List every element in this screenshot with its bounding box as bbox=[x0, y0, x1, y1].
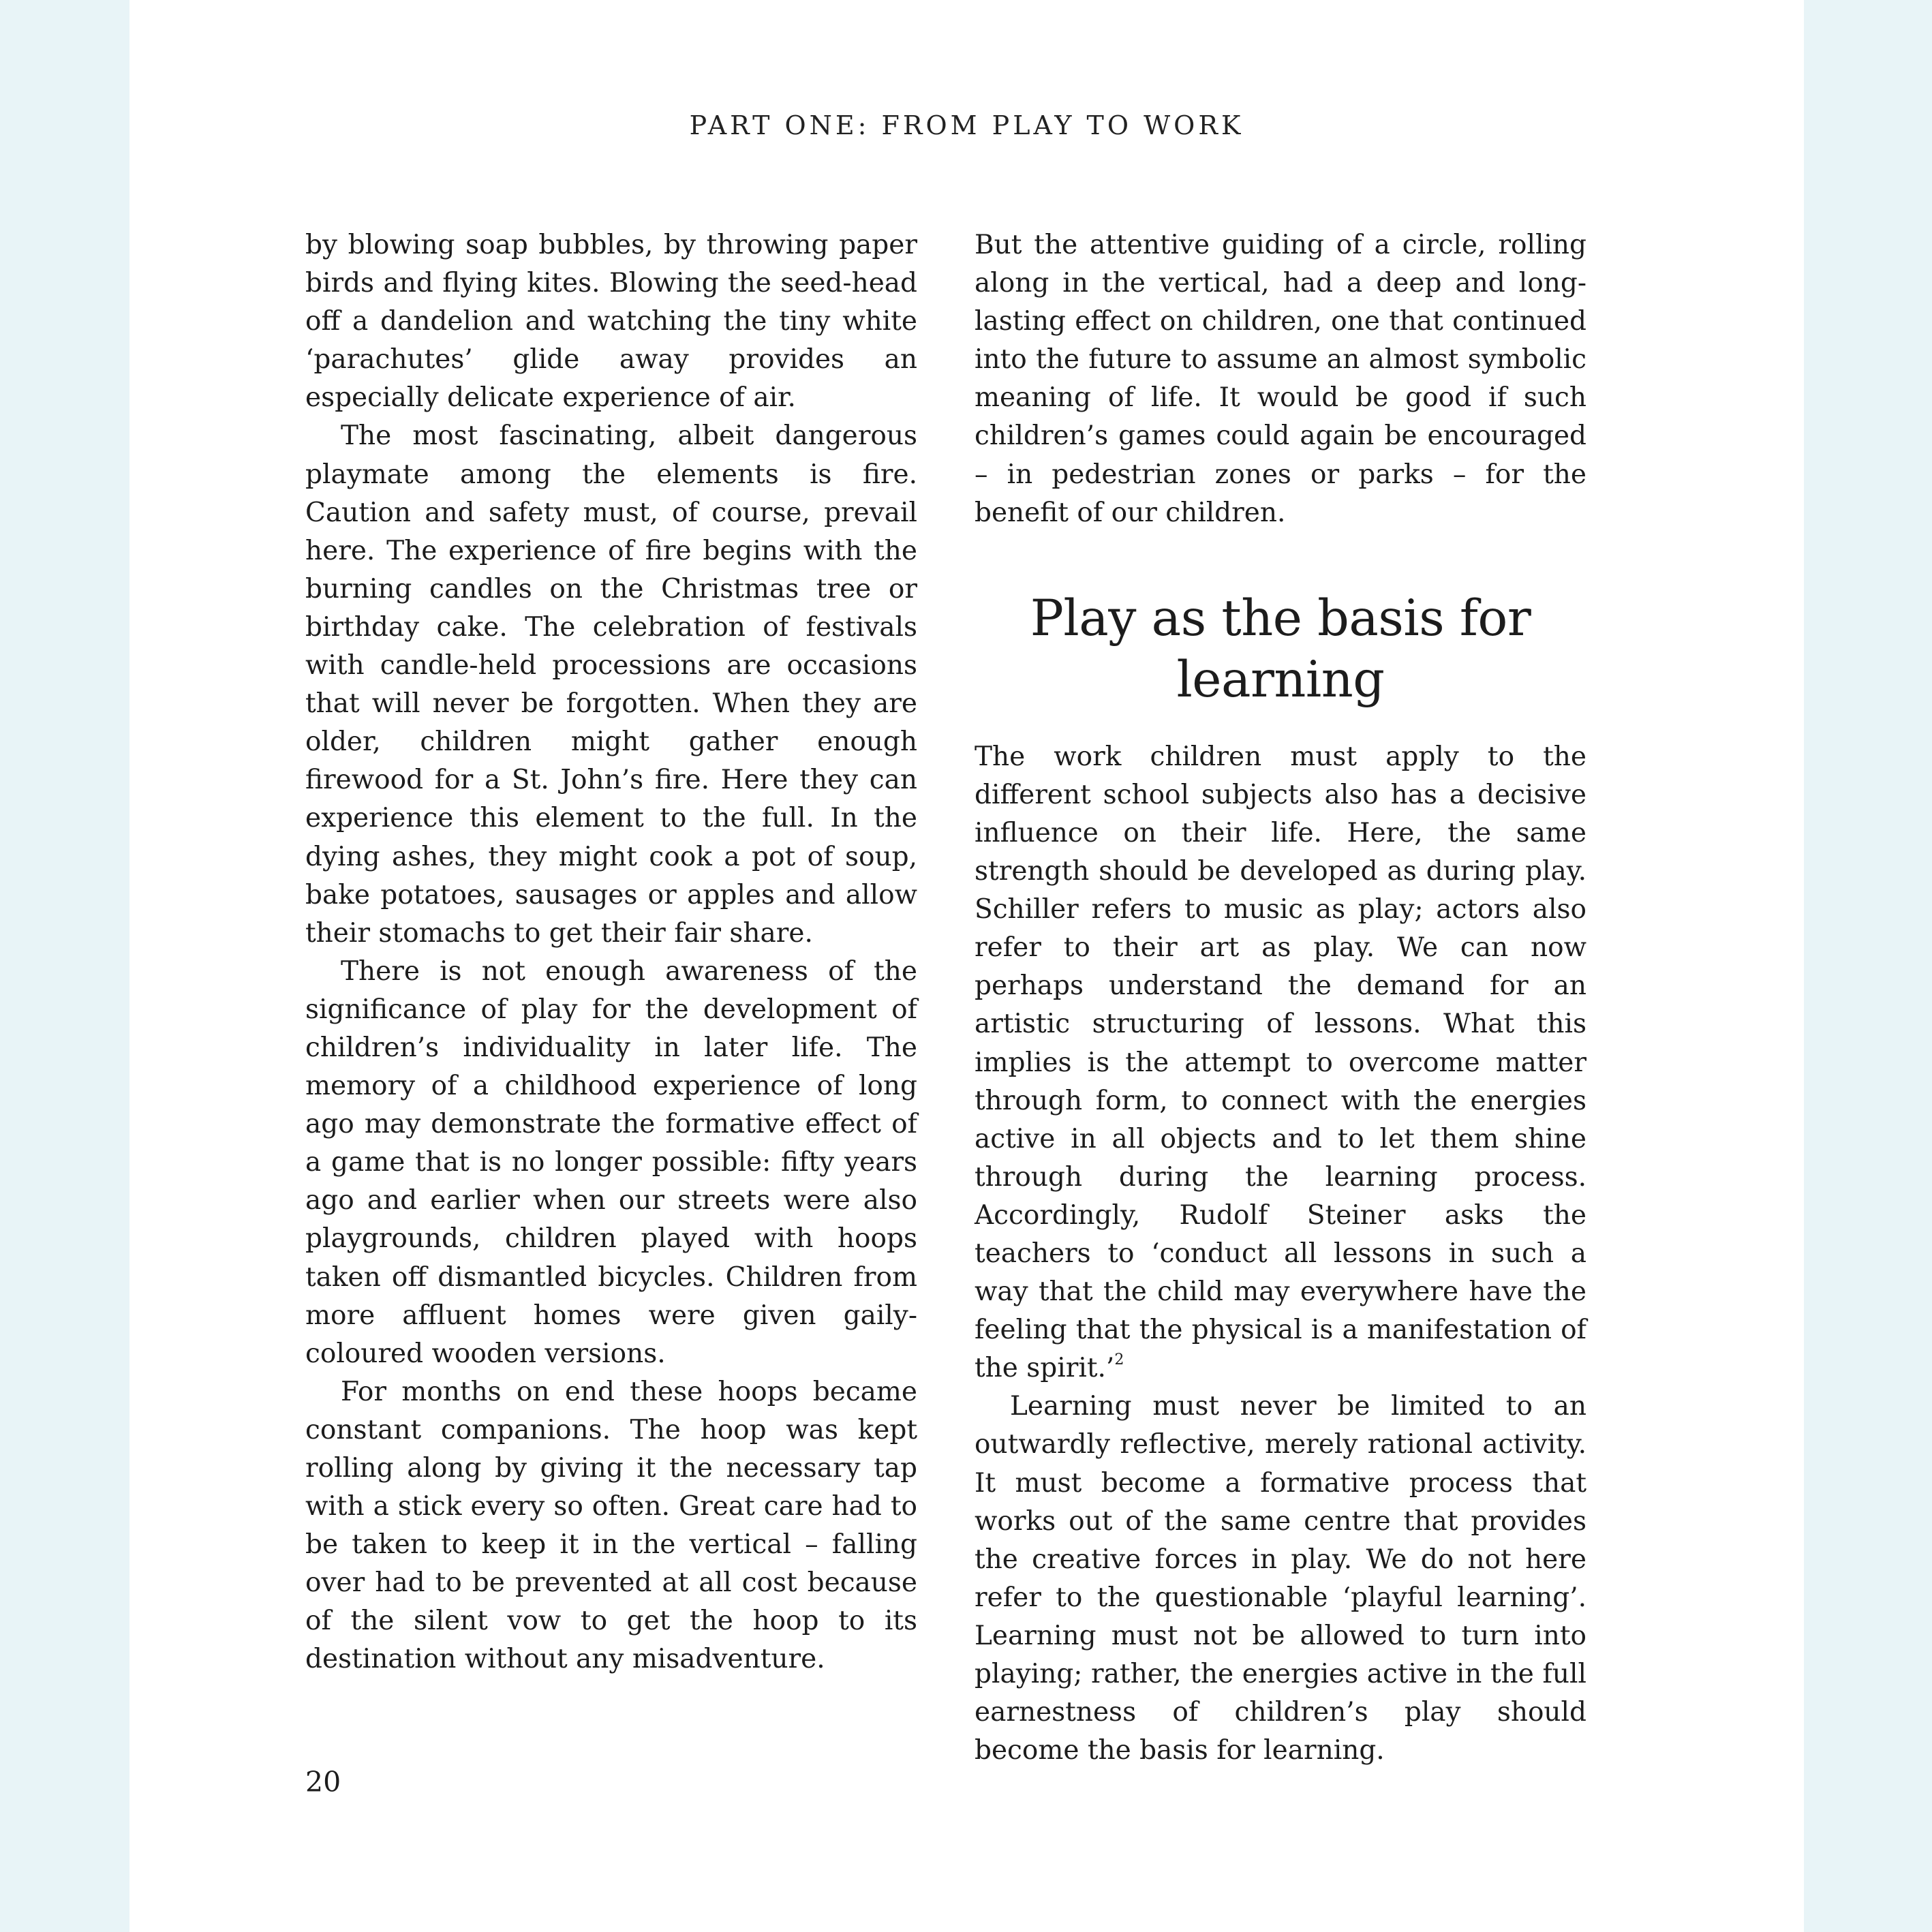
paragraph: For months on end these hoops became constant companions. The hoop was kept rolling along by giving it the necessary tap with a stick every so often. Great care had to be taken to keep it in the vertical – falling over had to be prevented at all cost because of the silent vow to get the hoop to its destination without any misadventure. bbox=[305, 1376, 917, 1675]
section-heading: Play as the basis for learning bbox=[1030, 589, 1531, 709]
left-column bbox=[305, 226, 917, 1679]
paragraph: Learning must never be limited to an outwardly reflective, merely rational activity. It must become a formative process that works out of the same centre that provides the creative forces in play. We do not here refer to the questionable ‘playful learning’. Learning must not be allowed to turn into playing; rather, the energies active in the full earnestness of children’s play should become the basis for learning. bbox=[975, 1391, 1586, 1766]
page-number: 20 bbox=[305, 1766, 341, 1798]
right-column bbox=[975, 226, 1586, 1770]
paragraph: by blowing soap bubbles, by throwing paper birds and flying kites. Blowing the seed-head off a dandelion and watching the tiny white ‘parachutes’ glide away provides an especially delicate experience of air. bbox=[305, 230, 917, 414]
paragraph: The most fascinating, albeit dangerous playmate among the elements is fire. Caution and safety must, of course, prevail here. The experience of fire begins with the burning candles on the Christmas tree or birthday cake. The celebration of festivals with candle-held processions are occasions that will never be forgotten. When they are older, children might gather enough firewood for a St. John’s fire. Here they can experience this element to the full. In the dying ashes, they might cook a pot of soup, bake potatoes, sausages or apples and allow their stomachs to get their fair share. bbox=[305, 420, 917, 949]
running-head: PART ONE: FROM PLAY TO WORK bbox=[689, 110, 1244, 140]
paragraph: There is not enough awareness of the significance of play for the development of children’s individuality in later life. The memory of a childhood experience of long ago may demonstrate the formative effect of a game that is no longer possible: fifty years ago and earlier when our streets were also playgrounds, children played with hoops taken off dismantled bicycles. Children from more affluent homes were given gaily-coloured wooden versions. bbox=[305, 955, 917, 1369]
paragraph bbox=[975, 738, 1586, 1388]
paragraph: But the attentive guiding of a circle, rolling along in the vertical, had a deep and long-lasting effect on children, one that continued into the future to assume an almost symbolic meaning of life. It would be good if such children’s games could again be encouraged – in pedestrian zones or parks – for the benefit of our children. bbox=[975, 230, 1586, 528]
book-page bbox=[129, 0, 1804, 1932]
paragraph-text: The work children must apply to the different school subjects also has a decisive influence on their life. Here, the same strength should be developed as during play. Schiller refers to music as play; actors also refer to their art as play. We can now perhaps understand the demand for an artistic structuring of lessons. What this implies is the attempt to overcome matter through form, to connect with the energies active in all objects and to let them shine through during the learning process. Accordingly, Rudolf Steiner asks the teachers to ‘conduct all lessons in such a way that the child may everywhere have the feeling that the physical is a manifestation of the spirit.’ bbox=[975, 741, 1586, 1384]
footnote-marker: 2 bbox=[1114, 1351, 1124, 1369]
